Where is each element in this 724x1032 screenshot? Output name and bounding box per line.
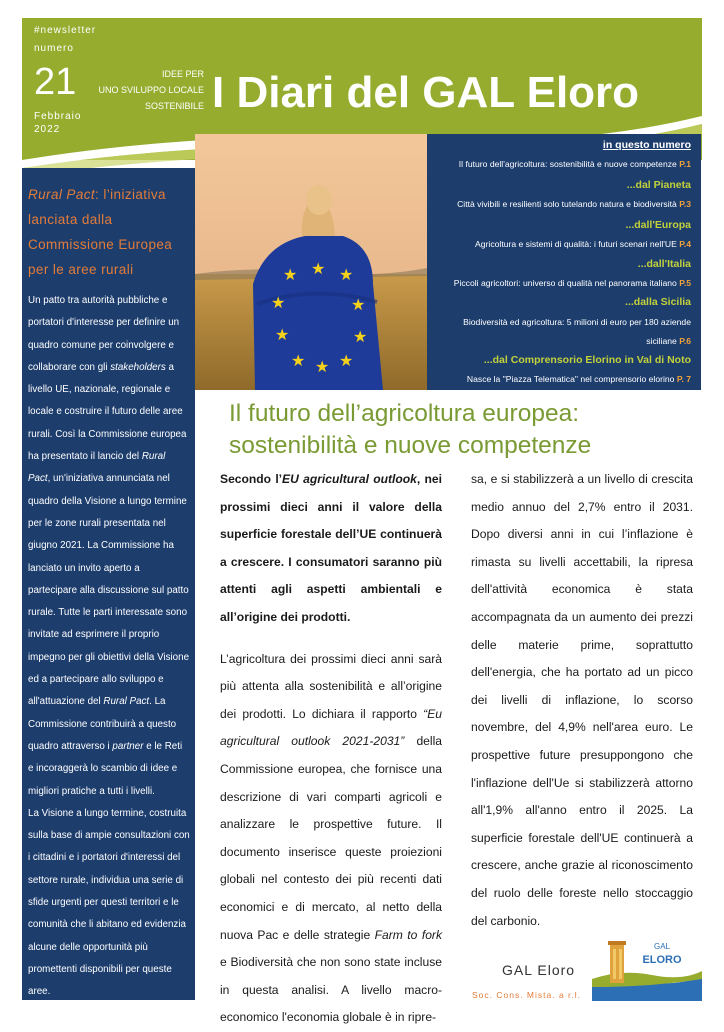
text-run: . La Commissione contribuirà a questo quadro attraverso i (28, 696, 177, 752)
toc-item-title: Città vivibili e resilienti solo tutelando natura e biodiversità (457, 199, 680, 209)
toc-item-page: P.5 (679, 278, 691, 288)
svg-text:★: ★ (315, 357, 330, 376)
toc-section: ...dalla Sicilia (625, 296, 691, 308)
tagline (98, 66, 204, 114)
sidebar-body (28, 290, 190, 1004)
sidebar-title-rest: : l’iniziativa lanciata dalla Commissione Europea per le aree rurali (28, 187, 173, 277)
svg-text:★: ★ (275, 325, 290, 344)
toc-item-page: P.6 (679, 336, 691, 346)
svg-text:★: ★ (271, 293, 286, 312)
sidebar-paragraph-1 (28, 290, 190, 803)
text-run: , un'iniziativa annunciata nel quadro della Visione a lungo termine per le zone rurali presentata nel giugno 2021. La Commissione ha lanciato un invito aperto a partecipare alla discussione sul patto rurale. Tutte le parti interessate sono invitate ad esprimere il proprio impegno per gli obiettivi della Visione ed a partecipare allo sviluppo e all'attuazione del (28, 473, 190, 708)
svg-text:★: ★ (339, 265, 354, 284)
text-run-italic: EU agricultural outlook (282, 472, 417, 486)
text-run: e Biodiversità che non sono state incluse in questa analisi. A livello macro-economico l'economia globale è in ripre- (220, 955, 442, 1025)
text-run-italic: Rural Pact (103, 696, 150, 708)
svg-text:★: ★ (351, 295, 366, 314)
toc-section: ...dal Pianeta (626, 179, 691, 191)
gal-eloro-logo (592, 935, 702, 1001)
toc-section: ...dall'Italia (637, 258, 691, 270)
toc-item[interactable] (459, 159, 691, 169)
toc-section: ...dall'Europa (625, 219, 691, 231)
svg-text:★: ★ (353, 327, 368, 346)
text-run-italic: partner (112, 740, 144, 752)
text-run-italic: Farm to fork (374, 927, 442, 942)
toc-item-title: Il futuro dell'agricoltura: sostenibilità e nuove competenze (458, 159, 680, 169)
tagline-line: SOSTENIBILE (144, 101, 204, 111)
svg-text:★: ★ (291, 351, 306, 370)
article-body-continued: sa, e si stabilizzerà a un livello di crescita medio annuo del 2,7% entro il 2031. Dopo diversi anni in cui l’inflazione è rimasta su livelli accettabili, la ripresa dell'attività economica è stata accompagnata da un aumento dei prezzi delle materie prime, soprattutto dell'energia, che ha portato ad un picco dei livelli di inflazione, lo scorso novembre, del 4,9% nell'area euro. Le prospettive future presuppongono che l'inflazione dell'Ue si stabilizzerà attorno all'1,9% all'anno entro il 2025. La superficie forestale dell'UE continuerà a crescere, anche grazie al riconoscimento del ruolo delle foreste nello stoccaggio del carbonio. (471, 472, 693, 928)
toc-item-title: Agricoltura e sistemi di qualità: i futuri scenari nell'UE (475, 239, 680, 249)
issue-number: 21 (34, 61, 77, 103)
text-run-italic: Rural Pact (28, 451, 166, 485)
svg-text:★: ★ (339, 351, 354, 370)
text-run-italic: “Eu agricultural outlook 2021-2031” (220, 706, 442, 749)
logo-mark-bottom: ELORO (642, 954, 682, 966)
toc-item[interactable] (646, 336, 691, 346)
toc-item[interactable] (457, 199, 691, 209)
text-run: , nei prossimi dieci anni il valore della superficie forestale dell’UE continuerà a crescere. I consumatori saranno più attenti agli aspetti ambientali e all’origine dei prodotti. (220, 472, 442, 624)
logo-mark-top: GAL (653, 942, 671, 951)
tagline-line: UNO SVILUPPO LOCALE (98, 85, 204, 95)
text-run-italic: stakeholders (110, 361, 166, 373)
numero-label: numero (34, 43, 74, 54)
sidebar-title (28, 182, 190, 282)
hero-photo-eu-flag (195, 134, 427, 390)
issue-date (34, 110, 81, 136)
newsletter-title: I Diari del GAL Eloro (212, 68, 640, 117)
article-column-right (471, 466, 693, 935)
text-run: Secondo l’ (220, 472, 283, 486)
toc-item[interactable] (454, 278, 691, 288)
text-run: a livello UE, nazionale, regionale e locale e costruire il futuro delle aree rurali. Così la Commissione europea ha presentato il lancio del (28, 361, 187, 463)
toc-section: ...dal Comprensorio Elorino in Val di Noto (483, 354, 691, 366)
toc-item[interactable] (475, 239, 691, 249)
text-run: della Commissione europea, che fornisce una descrizione di vari comparti agricoli e analizzare le prospettive future. Il documento inserisce queste proiezioni globali nel contesto dei più recenti dati economici e di mercato, al netto della nuova Pac e delle strategie (220, 734, 442, 942)
logo-subtitle: Soc. Cons. Mista. a r.l. (472, 990, 582, 1000)
toc-item-page: P.1 (679, 159, 691, 169)
text-run: L’agricoltura dei prossimi dieci anni sarà più attenta alla sostenibilità e all’origine dei prodotti. Lo dichiara il rapporto (220, 651, 442, 721)
issue-month: Febbraio (34, 111, 82, 122)
svg-text:★: ★ (283, 265, 298, 284)
toc-item[interactable] (467, 374, 691, 384)
article-column-left (220, 466, 442, 1032)
article-lead (220, 466, 442, 632)
text-run: Un patto tra autorità pubbliche e portatori d'interesse per definire un quadro comune per coinvolgere e collaborare con gli (28, 295, 180, 373)
sidebar-paragraph-2: La Visione a lungo termine, costruita sulla base di ampie consultazioni con i cittadini e i portatori d'interessi del settore rurale, individua una serie di sfide urgenti per questi territori e le comunità che li abitano ed evidenzia alcune delle opportunità più promettenti disponibili per queste aree. (28, 807, 190, 998)
issue-year: 2022 (34, 124, 61, 135)
tagline-line: IDEE PER (161, 69, 204, 79)
table-of-contents (427, 134, 701, 390)
article-body (220, 646, 442, 1032)
toc-heading: in questo numero (602, 139, 691, 151)
logo-name: GAL Eloro (502, 962, 576, 978)
newsletter-hashtag: #newsletter (34, 25, 97, 36)
toc-item-title: Nasce la "Piazza Telematica" nel comprensorio elorino (466, 374, 677, 384)
text-run: e le Reti e incoraggerà lo scambio di idee e migliori pratiche a tutti i livelli. (28, 740, 183, 797)
svg-text:★: ★ (311, 259, 326, 278)
toc-item[interactable] (463, 317, 691, 327)
toc-item-title: Biodiversità ed agricoltura: 5 milioni di euro per 180 aziende (463, 317, 691, 327)
toc-item-page: P.3 (679, 199, 691, 209)
toc-item-page: P. 7 (676, 374, 691, 384)
toc-item-page: P.4 (679, 239, 691, 249)
toc-item-title: Piccoli agricoltori: universo di qualità nel panorama italiano (453, 278, 680, 288)
sidebar-title-italic: Rural Pact (28, 187, 96, 202)
toc-item-title: siciliane (646, 336, 680, 346)
article-title: Il futuro dell’agricoltura europea: sostenibilità e nuove competenze (229, 400, 592, 459)
